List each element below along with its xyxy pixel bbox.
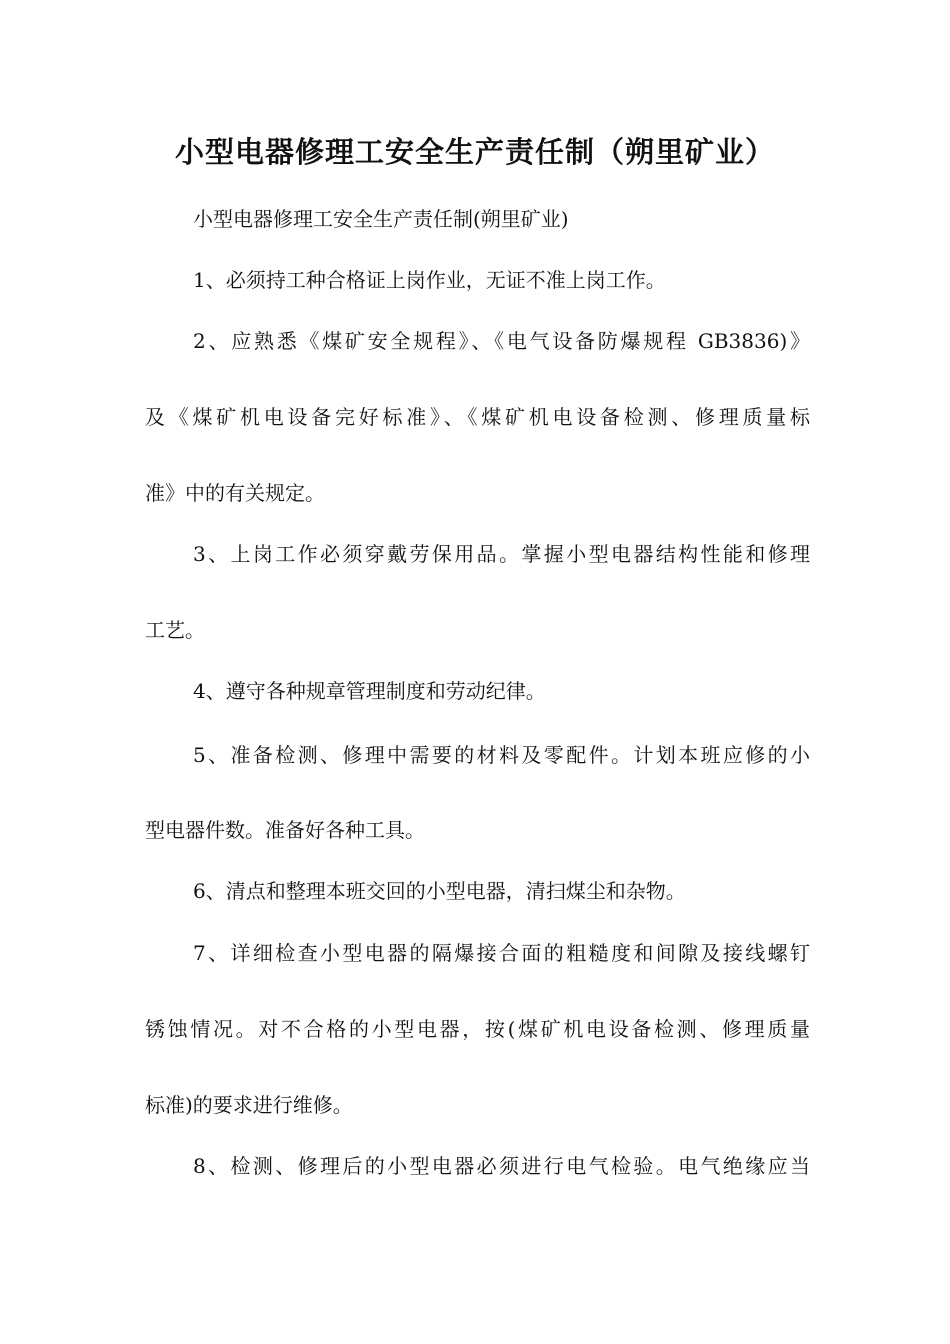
subtitle-line: 小型电器修理工安全生产责任制(朔里矿业): [193, 207, 569, 231]
item-7-line-2: 锈蚀情况。对不合格的小型电器，按(煤矿机电设备检测、修理质量: [145, 1017, 810, 1041]
item-2-line-1: 2、应熟悉《煤矿安全规程》、《电气设备防爆规程 GB3836)》: [193, 329, 810, 353]
item-2-line-3: 准》中的有关规定。: [145, 481, 325, 505]
item-8-line-1: 8、检测、修理后的小型电器必须进行电气检验。电气绝缘应当: [193, 1154, 810, 1178]
item-7-line-3: 标准)的要求进行维修。: [145, 1093, 353, 1117]
item-5-line-1: 5、准备检测、修理中需要的材料及零配件。计划本班应修的小: [193, 743, 810, 767]
item-6-line: 6、清点和整理本班交回的小型电器，清扫煤尘和杂物。: [193, 879, 686, 903]
item-7-line-1: 7、详细检查小型电器的隔爆接合面的粗糙度和间隙及接线螺钉: [193, 941, 810, 965]
item-3-line-2: 工艺。: [145, 618, 205, 642]
item-4-line: 4、遵守各种规章管理制度和劳动纪律。: [193, 679, 546, 703]
document-title: 小型电器修理工安全生产责任制（朔里矿业）: [174, 135, 775, 169]
item-5-line-2: 型电器件数。准备好各种工具。: [145, 818, 425, 842]
item-1-line: 1、必须持工种合格证上岗作业，无证不准上岗工作。: [193, 268, 666, 292]
item-2-line-2: 及《煤矿机电设备完好标准》、《煤矿机电设备检测、修理质量标: [145, 405, 810, 429]
item-3-line-1: 3、上岗工作必须穿戴劳保用品。掌握小型电器结构性能和修理: [193, 542, 810, 566]
